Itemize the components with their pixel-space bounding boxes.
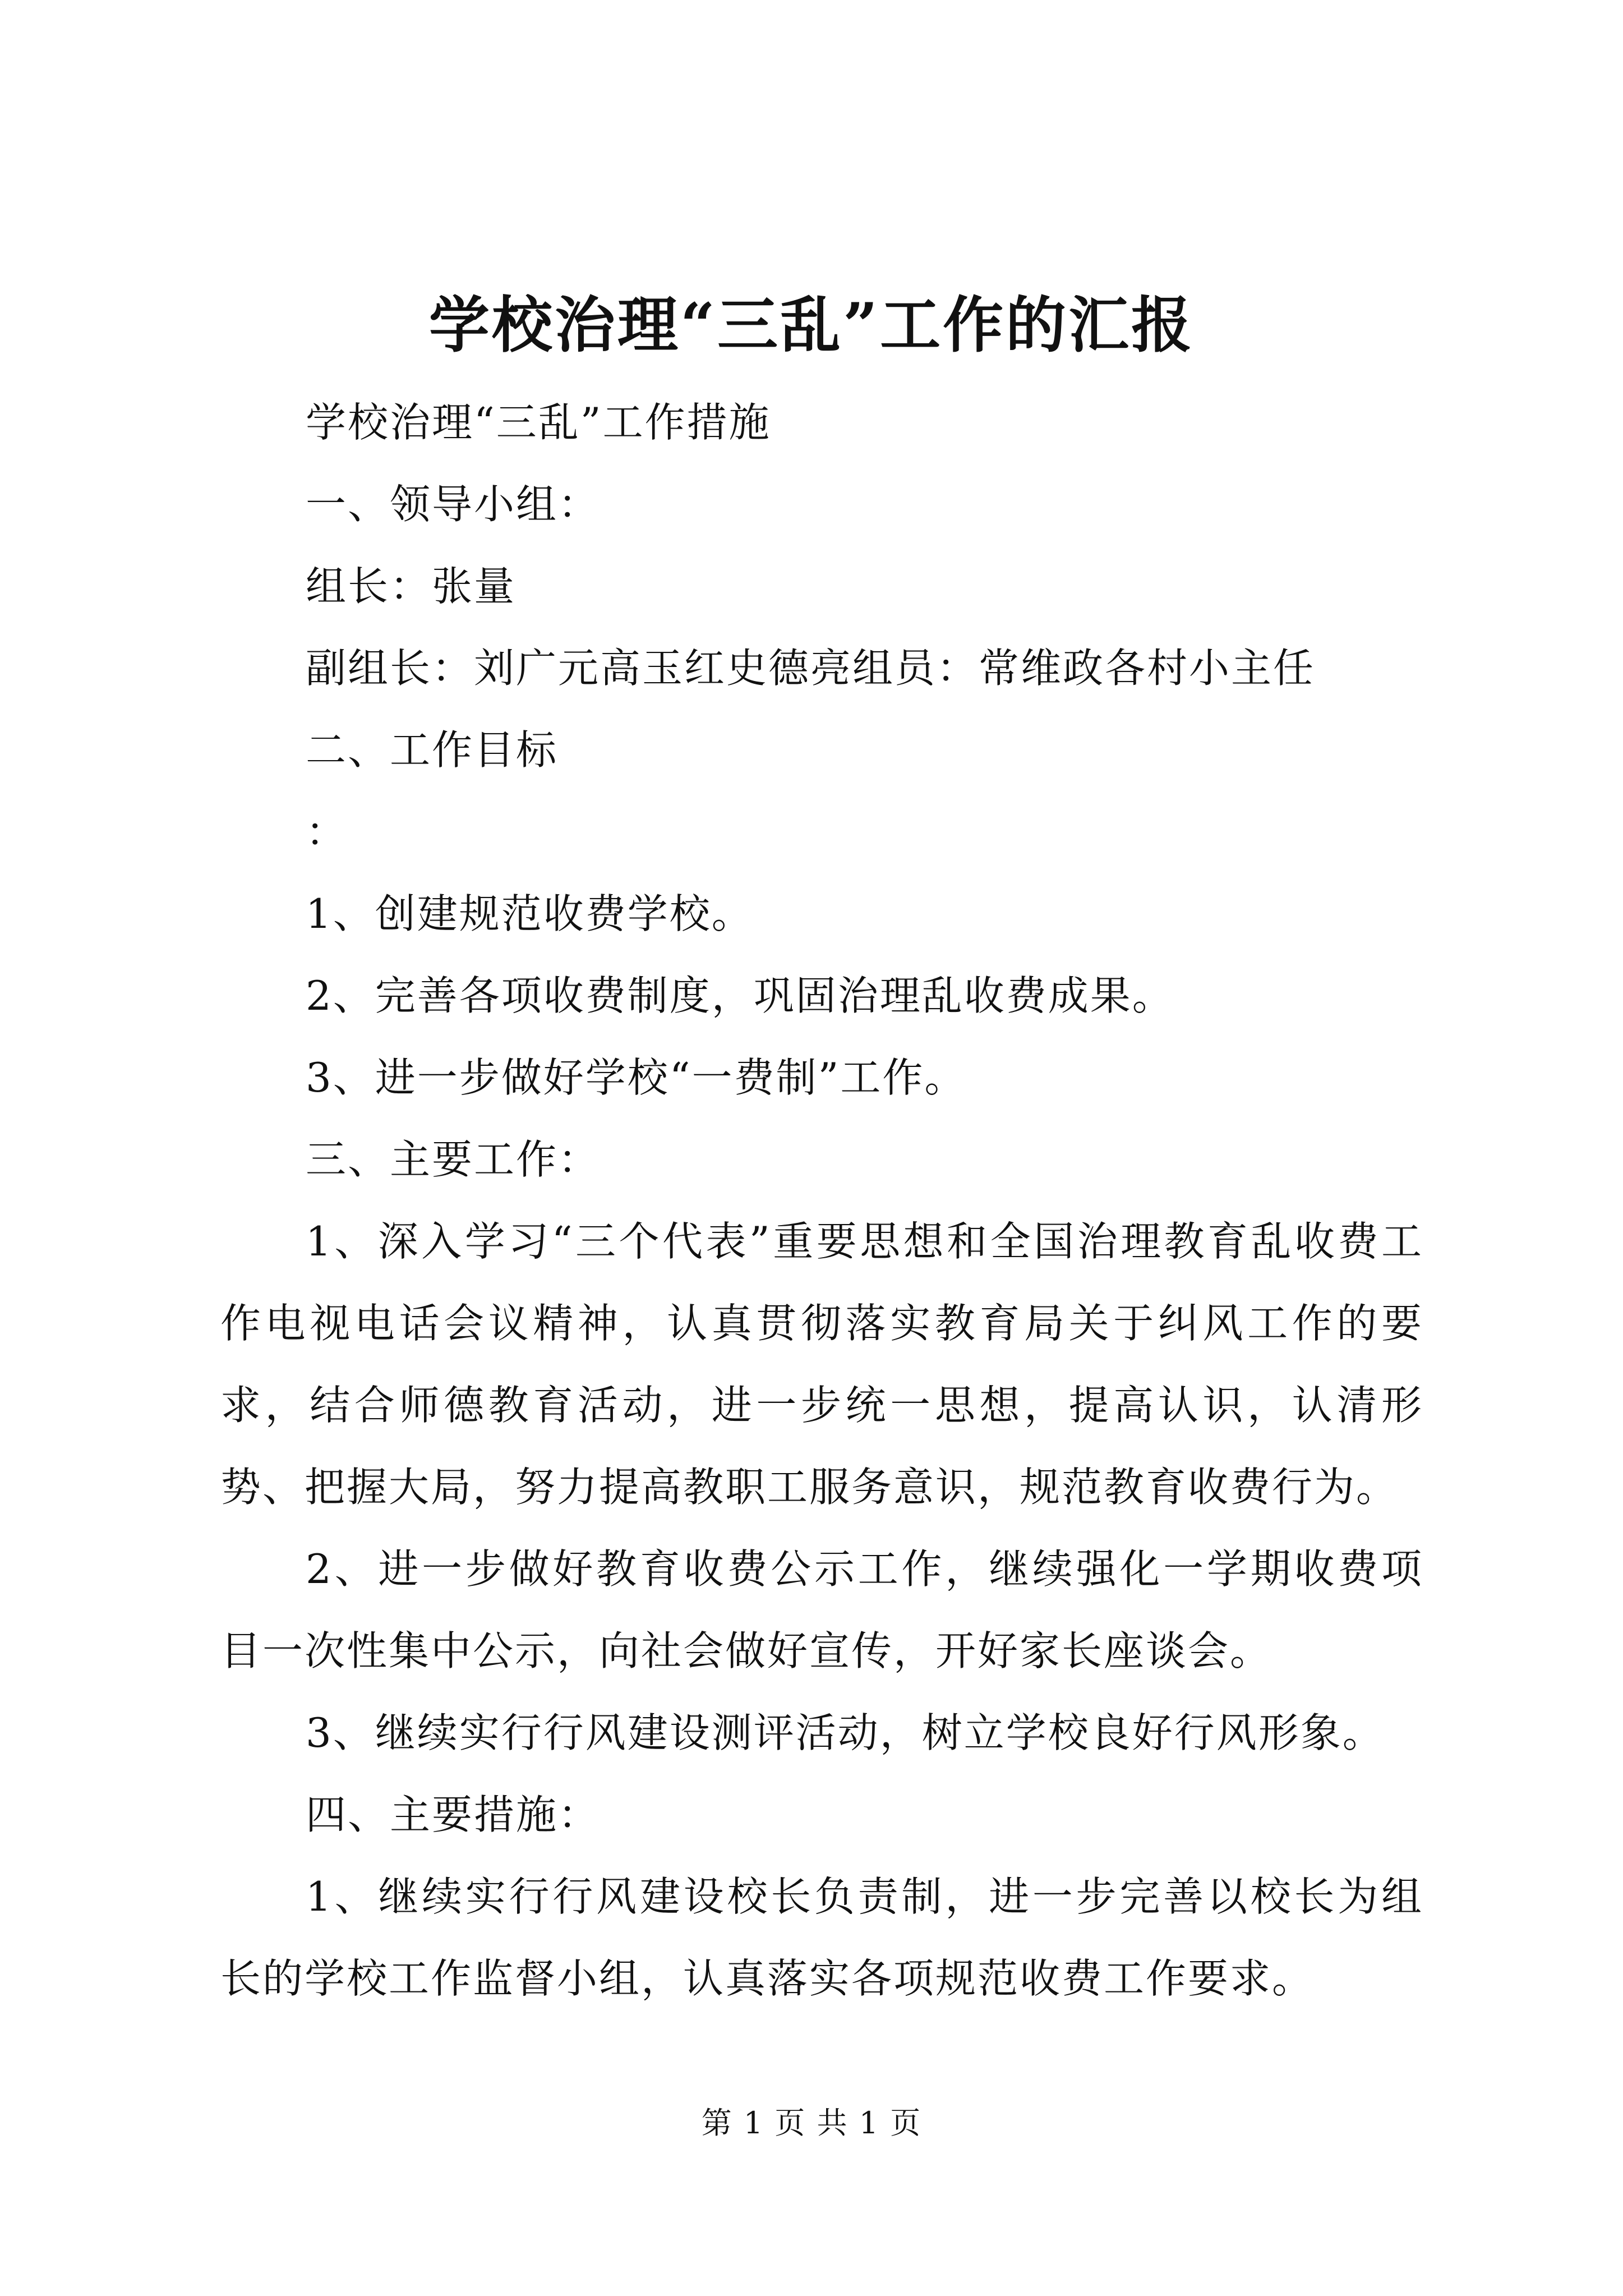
section-heading-main-work: 三、主要工作： — [306, 1136, 601, 1183]
deputy-leader-line: 副组长：刘广元高玉红史德亮组员：常维政各村小主任 — [306, 645, 1316, 692]
document-title: 学校治理“三乱”工作的汇报 — [428, 290, 1195, 361]
leader-line: 组长：张量 — [306, 563, 517, 610]
section-heading-goals: 二、工作目标 — [306, 726, 559, 774]
main-work-item-2: 2、进一步做好教育收费公示工作，继续强化一学期收费项目一次性集中公示，向社会做好宣传，开好家长座谈会。 — [220, 1545, 1423, 1674]
main-work-item-1: 1、深入学习“三个代表”重要思想和全国治理教育乱收费工作电视电话会议精神，认真贯彻落实教育局关于纠风工作的要求，结合师德教育活动，进一步统一思想，提高认识，认清形势、把握大局，努力提高教职工服务意识，规范教育收费行为。 — [220, 1218, 1423, 1511]
goal-item-3: 3、进一步做好学校“一费制”工作。 — [306, 1054, 967, 1101]
document-body — [220, 381, 1423, 2019]
goal-item-2: 2、完善各项收费制度，巩固治理乱收费成果。 — [306, 972, 1174, 1019]
measure-item-1: 1、继续实行行风建设校长负责制，进一步完善以校长为组长的学校工作监督小组，认真落实各项规范收费工作要求。 — [220, 1873, 1423, 2002]
subtitle-measures: 学校治理“三乱”工作措施 — [306, 399, 771, 446]
goals-colon: ： — [306, 808, 348, 855]
main-work-item-3: 3、继续实行行风建设测评活动，树立学校良好行风形象。 — [306, 1709, 1385, 1756]
section-heading-measures: 四、主要措施： — [306, 1791, 601, 1838]
goal-item-1: 1、创建规范收费学校。 — [306, 890, 754, 937]
section-heading-leadership: 一、领导小组： — [306, 481, 601, 528]
page-number-footer: 第 1 页 共 1 页 — [701, 2105, 922, 2141]
